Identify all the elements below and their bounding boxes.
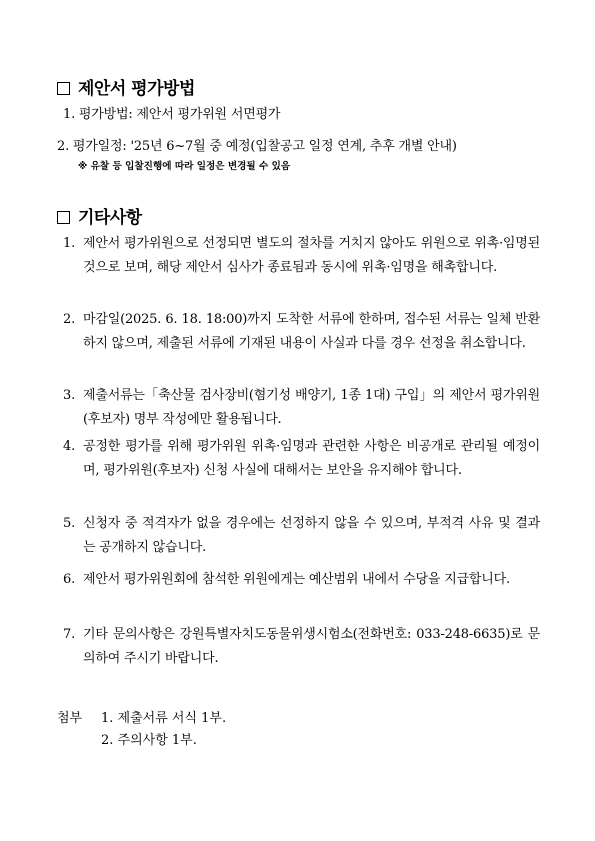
list-item	[63, 308, 540, 356]
item-text: 제안서 평가위원으로 선정되면 별도의 절차를 거치지 않아도 위원으로 위촉·임명된 것으로 보며, 해당 제안서 심사가 종료됨과 동시에 위촉·임명을 해촉합니다.	[83, 236, 540, 275]
list-item	[63, 435, 540, 483]
section-heading-text: 제안서 평가방법	[78, 79, 195, 99]
item-number: 3.	[63, 388, 76, 403]
section-heading-other-matters	[57, 207, 142, 229]
item-text: 기타 문의사항은 강원특별자치도동물위생시험소(전화번호: 033-248-6635)로 문의하여 주시기 바랍니다.	[83, 627, 540, 666]
attachments-label: 첨부	[57, 711, 83, 726]
item-text: 신청자 중 적격자가 없을 경우에는 선정하지 않을 수 있으며, 부적격 사유 및 결과는 공개하지 않습니다.	[83, 516, 540, 555]
section-heading-evaluation-method	[57, 78, 195, 100]
item-number: 6.	[63, 572, 76, 587]
item-number: 7.	[63, 627, 76, 642]
item-number: 2.	[63, 312, 76, 327]
evaluation-item-2: 2. 평가일정: '25년 6~7월 중 예정(입찰공고 일정 연계, 추후 개별 안내)	[57, 139, 457, 154]
section-heading-text: 기타사항	[78, 208, 142, 228]
checkbox-square-icon	[57, 211, 70, 224]
checkbox-square-icon	[57, 82, 70, 95]
attachment-item: 1. 제출서류 서식 1부.	[101, 711, 227, 726]
list-item	[63, 232, 540, 280]
item-text: 제안서 평가위원회에 참석한 위원에게는 예산범위 내에서 수당을 지급합니다.	[83, 572, 510, 587]
schedule-note: ※ 유찰 등 입찰진행에 따라 일정은 변경될 수 있음	[78, 161, 291, 172]
attachment-item: 2. 주의사항 1부.	[101, 733, 197, 748]
list-item	[63, 568, 540, 592]
item-text: 공정한 평가를 위해 평가위원 위촉·임명과 관련한 사항은 비공개로 관리될 예정이며, 평가위원(후보자) 신청 사실에 대해서는 보안을 유지해야 합니다.	[83, 439, 540, 478]
evaluation-item-1: 1. 평가방법: 제안서 평가위원 서면평가	[63, 107, 281, 122]
item-text: 제출서류는「축산물 검사장비(혐기성 배양기, 1종 1대) 구입」의 제안서 평가위원(후보자) 명부 작성에만 활용됩니다.	[83, 388, 540, 427]
item-number: 1.	[63, 236, 76, 251]
list-item	[63, 512, 540, 560]
item-number: 5.	[63, 516, 76, 531]
item-number: 4.	[63, 439, 76, 454]
list-item	[63, 623, 540, 671]
list-item	[63, 384, 540, 432]
item-text: 마감일(2025. 6. 18. 18:00)까지 도착한 서류에 한하며, 접수된 서류는 일체 반환하지 않으며, 제출된 서류에 기재된 내용이 사실과 다를 경우 선정을 취소합니다.	[83, 312, 540, 351]
